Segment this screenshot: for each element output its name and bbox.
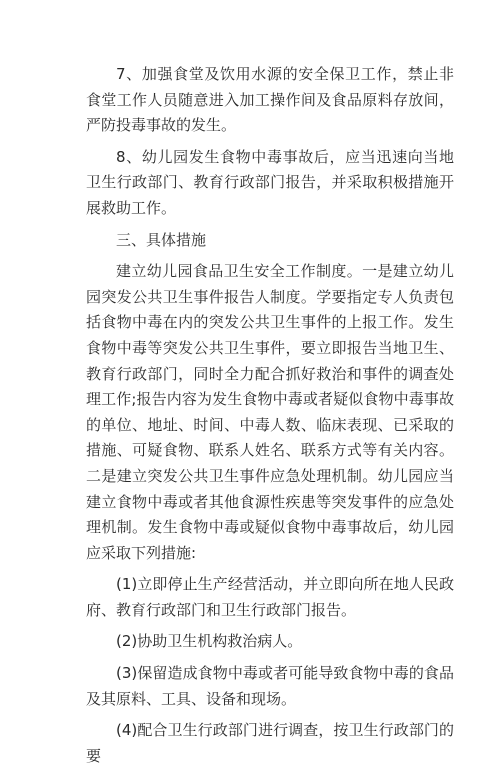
measure-item-4: (4)配合卫生行政部门进行调查，按卫生行政部门的要 (86, 721, 454, 765)
measure-item-1: (1)立即停止生产经营活动，并立即向所在地人民政府、教育行政部门和卫生行政部门报告。 (86, 575, 454, 619)
body-paragraph: 建立幼儿园食品卫生安全工作制度。一是建立幼儿园突发公共卫生事件报告人制度。学要指定专人负责包括食物中毒在内的突发公共卫生事件的上报工作。发生食物中毒等突发公共卫生事件，要立即报告当地卫生、教育行政部门，同时全力配合抓好救治和事件的调查处理工作;报告内容为发生食物中毒或者疑似食物中毒事故的单位、地址、时间、中毒人数、临床表现、已采取的措施、可疑食物、联系人姓名、联系方式等有关内容。二是建立突发公共卫生事件应急处理机制。幼儿园应当建立食物中毒或者其他食源性疾患等突发事件的应急处理机制。发生食物中毒或疑似食物中毒事故后，幼儿园应采取下列措施: (86, 262, 454, 562)
measure-item-2: (2)协助卫生机构救治病人。 (116, 632, 303, 651)
section-heading: 三、具体措施 (116, 230, 207, 249)
measure-item-3: (3)保留造成食物中毒或者可能导致食物中毒的食品及其原料、工具、设备和现场。 (86, 664, 454, 708)
document-body (86, 62, 454, 775)
paragraph-item-7: 7、加强食堂及饮用水源的安全保卫工作，禁止非食堂工作人员随意进入加工操作间及食品原料存放间，严防投毒事故的发生。 (86, 65, 454, 135)
paragraph-item-8: 8、幼儿园发生食物中毒事故后，应当迅速向当地卫生行政部门、教育行政部门报告，并采取积极措施开展救助工作。 (86, 147, 454, 217)
